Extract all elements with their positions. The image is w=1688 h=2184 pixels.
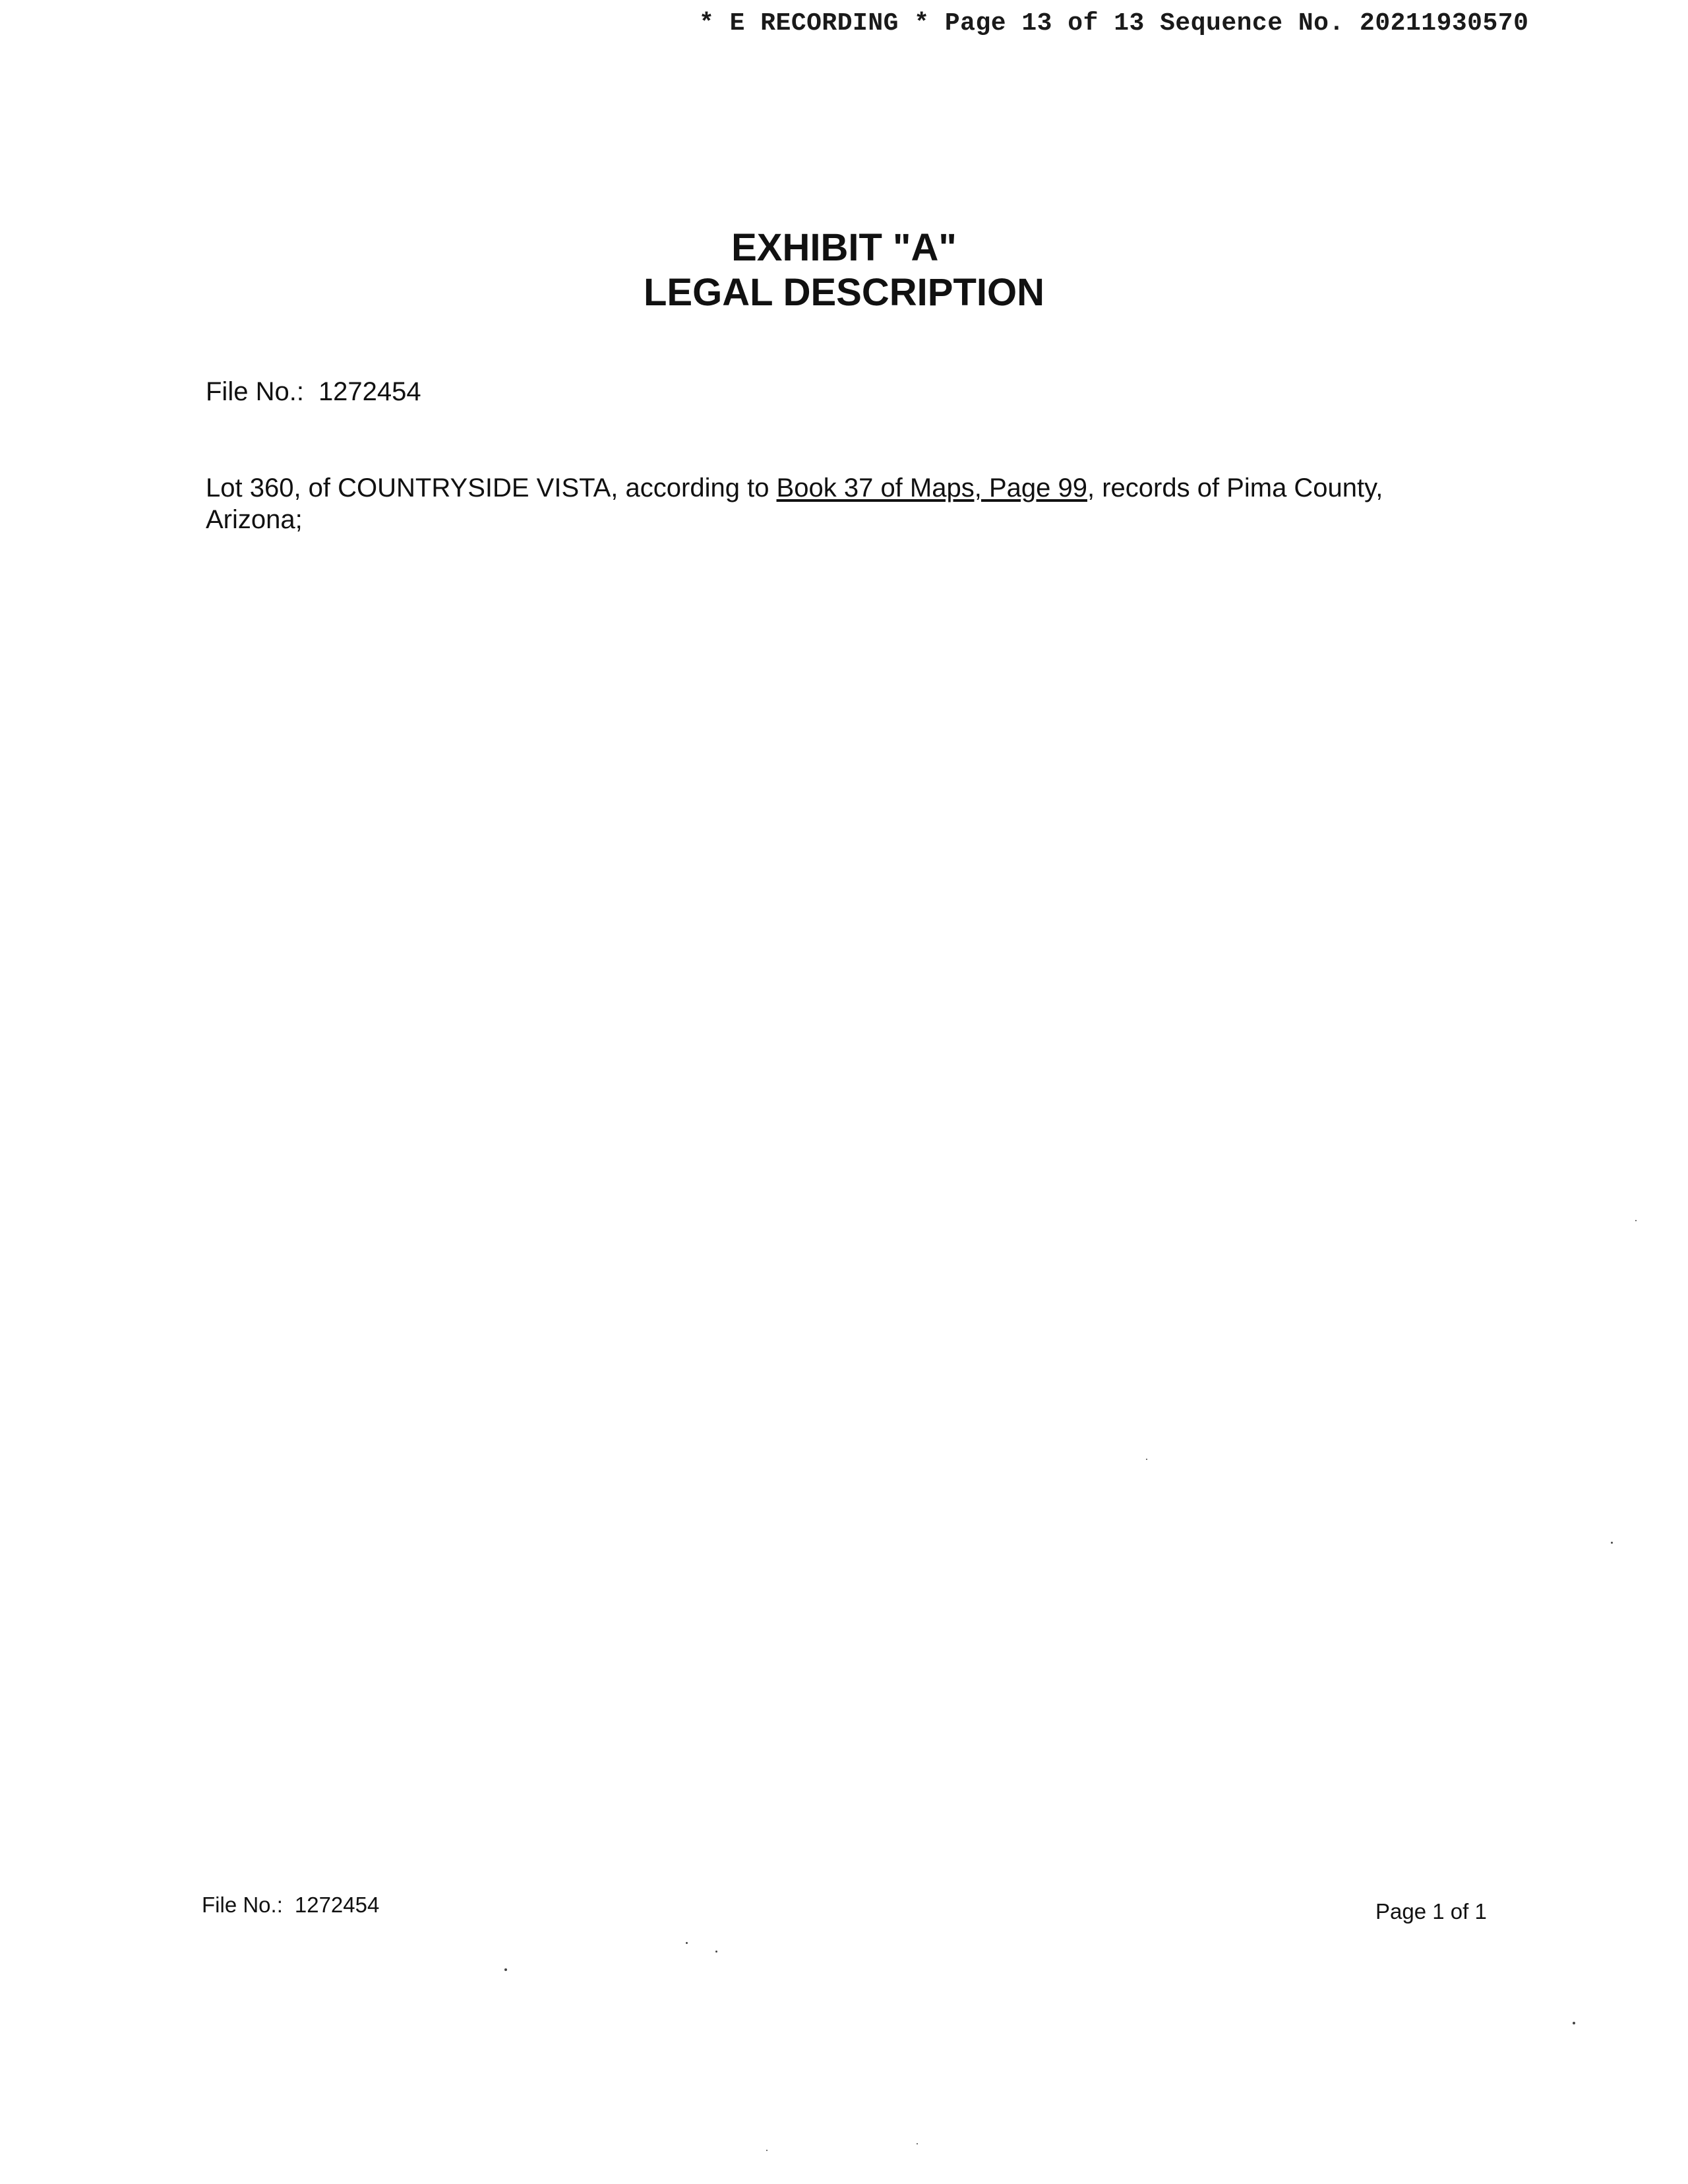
map-book-reference: Book 37 of Maps, Page 99 [776,473,1087,502]
recording-stamp: * E RECORDING * Page 13 of 13 Sequence No. 20211930570 [699,9,1529,38]
file-number-line [206,377,421,407]
footer-file-label: File No.: [202,1893,283,1917]
scan-speck [1146,1459,1147,1460]
scan-speck [504,1968,507,1971]
scan-speck [766,2150,768,2151]
scan-speck [686,1942,688,1944]
exhibit-subtitle: LEGAL DESCRIPTION [644,271,1044,314]
scan-speck [715,1951,717,1953]
exhibit-heading [0,226,1688,315]
legal-description [206,472,1478,535]
scan-speck [1611,1542,1613,1544]
scan-speck [917,2143,918,2144]
scan-speck [1635,1220,1637,1221]
footer-file-number [202,1893,379,1918]
file-number-label: File No.: [206,377,304,406]
exhibit-title: EXHIBIT "A" [731,226,957,269]
scan-speck [1573,2022,1575,2024]
footer-file-value: 1272454 [294,1893,380,1917]
footer-page-number: Page 1 of 1 [1375,1899,1487,1924]
file-number-value: 1272454 [318,377,421,406]
legal-description-text-start: Lot 360, of COUNTRYSIDE VISTA, according to [206,473,777,502]
legal-description-text-end: , records of Pima County, Arizona; [206,473,1383,534]
